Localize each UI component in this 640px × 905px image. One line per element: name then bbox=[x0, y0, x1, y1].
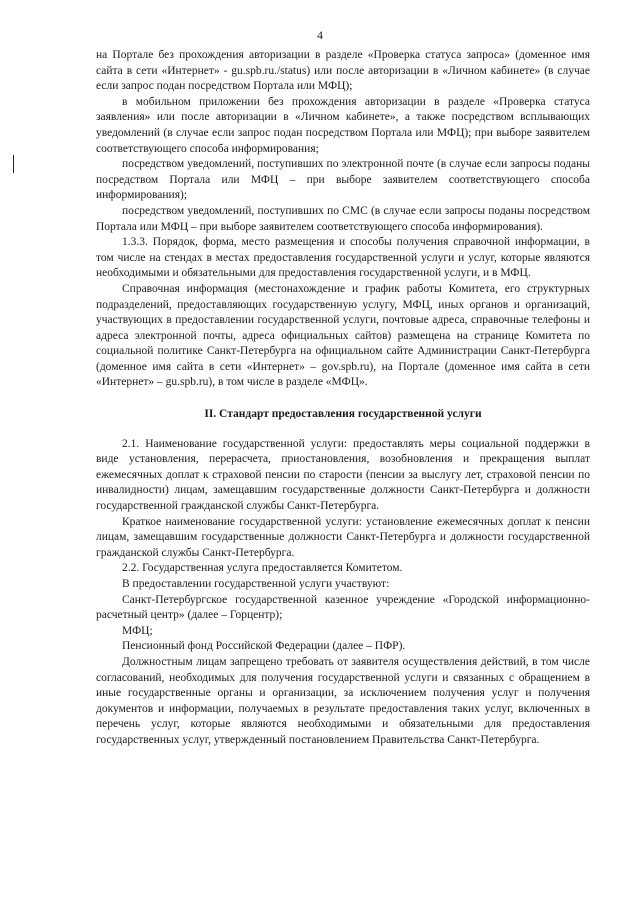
paragraph: Пенсионный фонд Российской Федерации (далее – ПФР). bbox=[122, 640, 406, 653]
paragraph: Краткое наименование государственной услуги: установление ежемесячных доплат к пенсии лицам, замещавшим государственные должности Санкт-Петербурга и должности государственной гражданской службы Санкт-Петербурга. bbox=[96, 515, 590, 559]
paragraph: посредством уведомлений, поступивших по СМС (в случае если запросы поданы посредством Портала или МФЦ – при выборе заявителем соответствующего способа информирования). bbox=[96, 204, 590, 233]
document-body bbox=[96, 48, 590, 749]
margin-mark bbox=[13, 155, 14, 173]
paragraph: Справочная информация (местонахождение и график работы Комитета, его структурных подразделений, предоставляющих государственную услугу, МФЦ, иных органов и организаций, участвующих в предоставлении государственной услуги, почтовые адреса, справочные телефоны и адреса электронной почты, адреса официальных сайтов) размещена на странице Комитета по социальной политике Санкт-Петербурга на официальном сайте Администрации Санкт-Петербурга (доменное имя сайта в сети «Интернет» – gov.spb.ru), на Портале (доменное имя сайта в сети «Интернет» – gu.spb.ru), в том числе в разделе «МФЦ». bbox=[96, 282, 590, 389]
paragraph: на Портале без прохождения авторизации в разделе «Проверка статуса запроса» (доменное имя сайта в сети «Интернет» - gu.spb.ru./status) или после авторизации в «Личном кабинете» (в случае если запрос подан посредством Портала или МФЦ); bbox=[96, 49, 590, 93]
paragraph: 2.1. Наименование государственной услуги: предоставлять меры социальной поддержки в виде установления, перерасчета, приостановления, возобновления и прекращения выплат ежемесячных доплат к страховой пенсии по старости (пенсии за выслугу лет, страховой пенсии по инвалидности) лицам, замещавшим государственные должности Санкт-Петербурга и должности государственной гражданской службы Санкт-Петербурга. bbox=[96, 437, 590, 513]
paragraph: в мобильном приложении без прохождения авторизации в разделе «Проверка статуса заявления» или после авторизации в «Личном кабинете», а также посредством всплывающих уведомлений (в случае если запрос подан посредством Портала или МФЦ); при выборе заявителем соответствующего способа информирования; bbox=[96, 95, 590, 155]
paragraph: МФЦ; bbox=[122, 624, 153, 637]
paragraph: 2.2. Государственная услуга предоставляется Комитетом. bbox=[122, 562, 403, 575]
section-title: II. Стандарт предоставления государственной услуги bbox=[204, 408, 482, 421]
paragraph: В предоставлении государственной услуги участвуют: bbox=[122, 578, 390, 590]
paragraph: 1.3.3. Порядок, форма, место размещения и способы получения справочной информации, в том числе на стендах в местах предоставления государственной услуги и услуг, которые являются необходимыми и обязательными для предоставления государственной услуги, и в МФЦ. bbox=[96, 236, 590, 280]
paragraph: посредством уведомлений, поступивших по электронной почте (в случае если запросы поданы посредством Портала или МФЦ – при выборе заявителем соответствующего способа информирования); bbox=[96, 158, 590, 202]
paragraph: Должностным лицам запрещено требовать от заявителя осуществления действий, в том числе согласований, необходимых для получения государственной услуги и связанных с обращением в иные государственные органы и организации, за исключением получения услуг и получения документов и информации, получаемых в результате предоставления таких услуг, включенных в перечень услуг, которые являются необходимыми и обязательными для предоставления государственных услуг, утвержденный постановлением Правительства Санкт-Петербурга. bbox=[96, 655, 590, 746]
page-number: 4 bbox=[317, 28, 323, 42]
paragraph: Санкт-Петербургское государственной казенное учреждение «Городской информационно-расчетный центр» (далее – Горцентр); bbox=[96, 593, 590, 622]
